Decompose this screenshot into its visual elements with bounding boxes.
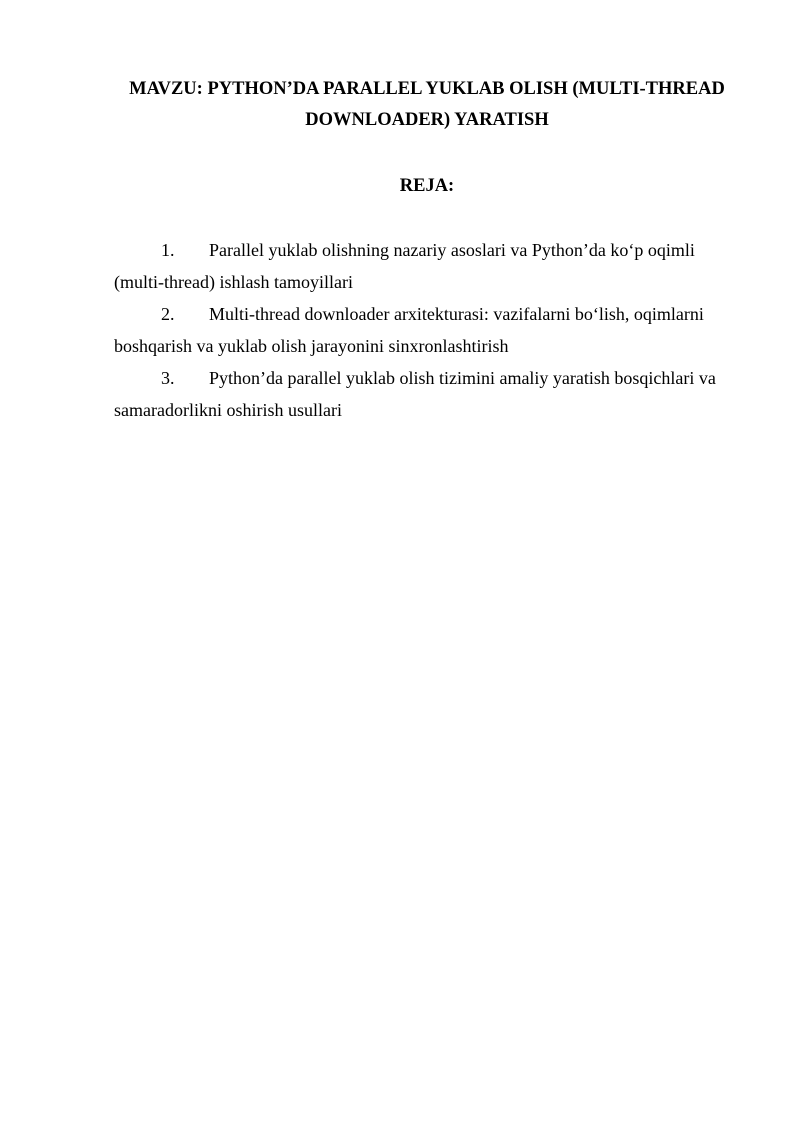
plan-item-number: 1. — [161, 240, 175, 260]
plan-item-number: 2. — [161, 304, 175, 324]
plan-item-text: Parallel yuklab olishning nazariy asoslari va Python’da ko‘p oqimli (multi-thread) ishlash tamoyillari — [114, 240, 695, 292]
plan-item-number: 3. — [161, 368, 175, 388]
plan-list — [114, 234, 744, 426]
document-title: MAVZU: PYTHON’DA PARALLEL YUKLAB OLISH (MULTI-THREAD DOWNLOADER) YARATISH — [129, 79, 725, 130]
plan-item — [114, 362, 744, 426]
plan-item — [114, 298, 744, 362]
plan-item — [114, 234, 744, 298]
plan-heading: REJA: — [399, 176, 455, 196]
plan-item-text: Python’da parallel yuklab olish tizimini amaliy yaratish bosqichlari va samaradorlikni oshirish usullari — [114, 368, 716, 420]
plan-item-text: Multi-thread downloader arxitekturasi: vazifalarni bo‘lish, oqimlarni boshqarish va yuklab olish jarayonini sinxronlashtirish — [114, 304, 704, 356]
